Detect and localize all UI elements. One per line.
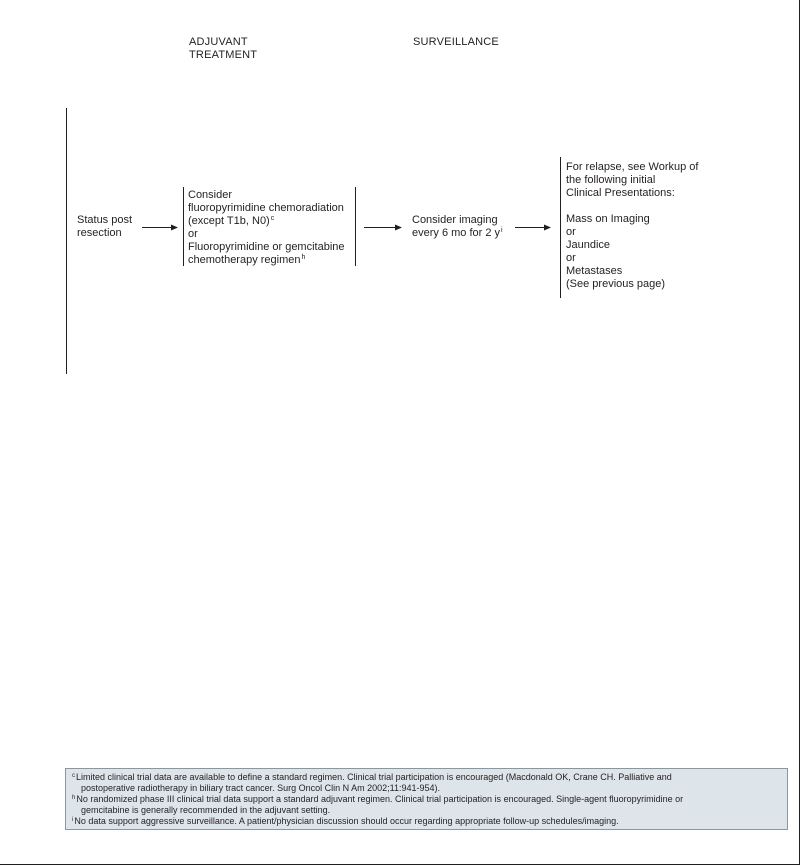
relapse-line: or	[566, 226, 576, 238]
relapse-line: Mass on Imaging	[566, 213, 650, 225]
footnote-text: No randomized phase III clinical trial data support a standard adjuvant regimen. Clinical trial participation is encouraged. Single-agent fluoropyrimidine or	[76, 794, 684, 804]
footnote-c	[72, 772, 783, 783]
footnote-mark: i	[72, 817, 74, 823]
adjuvant-line-text: (except T1b, N0)	[188, 215, 270, 227]
footnote-text: Limited clinical trial data are available to define a standard regimen. Clinical trial participation is encouraged (Macdonald OK, Crane CH. Palliative and	[76, 772, 672, 782]
relapse-line: Clinical Presentations:	[566, 187, 675, 199]
status-node	[77, 214, 132, 240]
arrow-right-icon	[364, 223, 402, 232]
header-line: ADJUVANT	[189, 36, 248, 48]
arrow-surveillance-to-relapse	[515, 223, 551, 232]
footnote-ref-c: c	[270, 215, 275, 222]
header-line: SURVEILLANCE	[413, 36, 499, 48]
surveillance-line-text: every 6 mo for 2 y	[412, 227, 501, 239]
relapse-line: or	[566, 252, 576, 264]
adjuvant-treatment-header	[189, 36, 257, 62]
adjuvant-line: Fluoropyrimidine or gemcitabine	[188, 241, 345, 253]
relapse-box-left-line	[560, 157, 561, 298]
adjuvant-line-text: chemotherapy regimen	[188, 254, 301, 266]
footnote-h-continued	[72, 805, 783, 816]
footnote-c-continued	[72, 783, 783, 794]
relapse-line: (See previous page)	[566, 278, 666, 290]
relapse-line: Jaundice	[566, 239, 611, 251]
arrow-right-icon	[515, 223, 551, 232]
surveillance-header	[413, 36, 499, 49]
arrow-status-to-adjuvant	[142, 223, 178, 232]
arrow-right-icon	[142, 223, 178, 232]
surveillance-line	[412, 227, 503, 240]
relapse-spacer	[566, 200, 698, 213]
footnote-h	[72, 794, 783, 805]
adjuvant-line: or	[188, 228, 198, 240]
relapse-line: the following initial	[566, 174, 656, 186]
adjuvant-line	[188, 215, 345, 228]
footnotes-box	[65, 768, 788, 830]
footnote-i	[72, 816, 783, 827]
relapse-line: Metastases	[566, 265, 623, 277]
arrow-adjuvant-to-surveillance	[364, 223, 402, 232]
footnote-ref-h: h	[301, 254, 306, 261]
status-line: Status post	[77, 214, 133, 226]
surveillance-line: Consider imaging	[412, 214, 498, 226]
adjuvant-box-right-line	[355, 187, 356, 266]
adjuvant-line: fluoropyrimidine chemoradiation	[188, 202, 344, 214]
header-line: TREATMENT	[189, 49, 258, 61]
adjuvant-line: Consider	[188, 189, 233, 201]
footnote-text: postoperative radiotherapy in biliary tract cancer. Surg Oncol Clin N Am 2002;11:941-954).	[81, 783, 441, 793]
left-bracket-line	[66, 108, 67, 374]
adjuvant-box-left-line	[183, 187, 184, 266]
status-line: resection	[77, 227, 122, 239]
footnote-text: gemcitabine is generally recommended in the adjuvant setting.	[81, 805, 331, 815]
footnote-ref-i: i	[501, 227, 503, 234]
relapse-node	[566, 161, 698, 291]
footnote-text: No data support aggressive surveillance. A patient/physician discussion should occur regarding appropriate follow-up schedules/imaging.	[74, 816, 619, 826]
footnote-mark: h	[72, 795, 76, 801]
adjuvant-treatment-node	[188, 189, 345, 267]
relapse-line: For relapse, see Workup of	[566, 161, 699, 173]
adjuvant-line	[188, 254, 345, 267]
surveillance-node	[412, 214, 503, 240]
footnote-mark: c	[72, 773, 75, 779]
